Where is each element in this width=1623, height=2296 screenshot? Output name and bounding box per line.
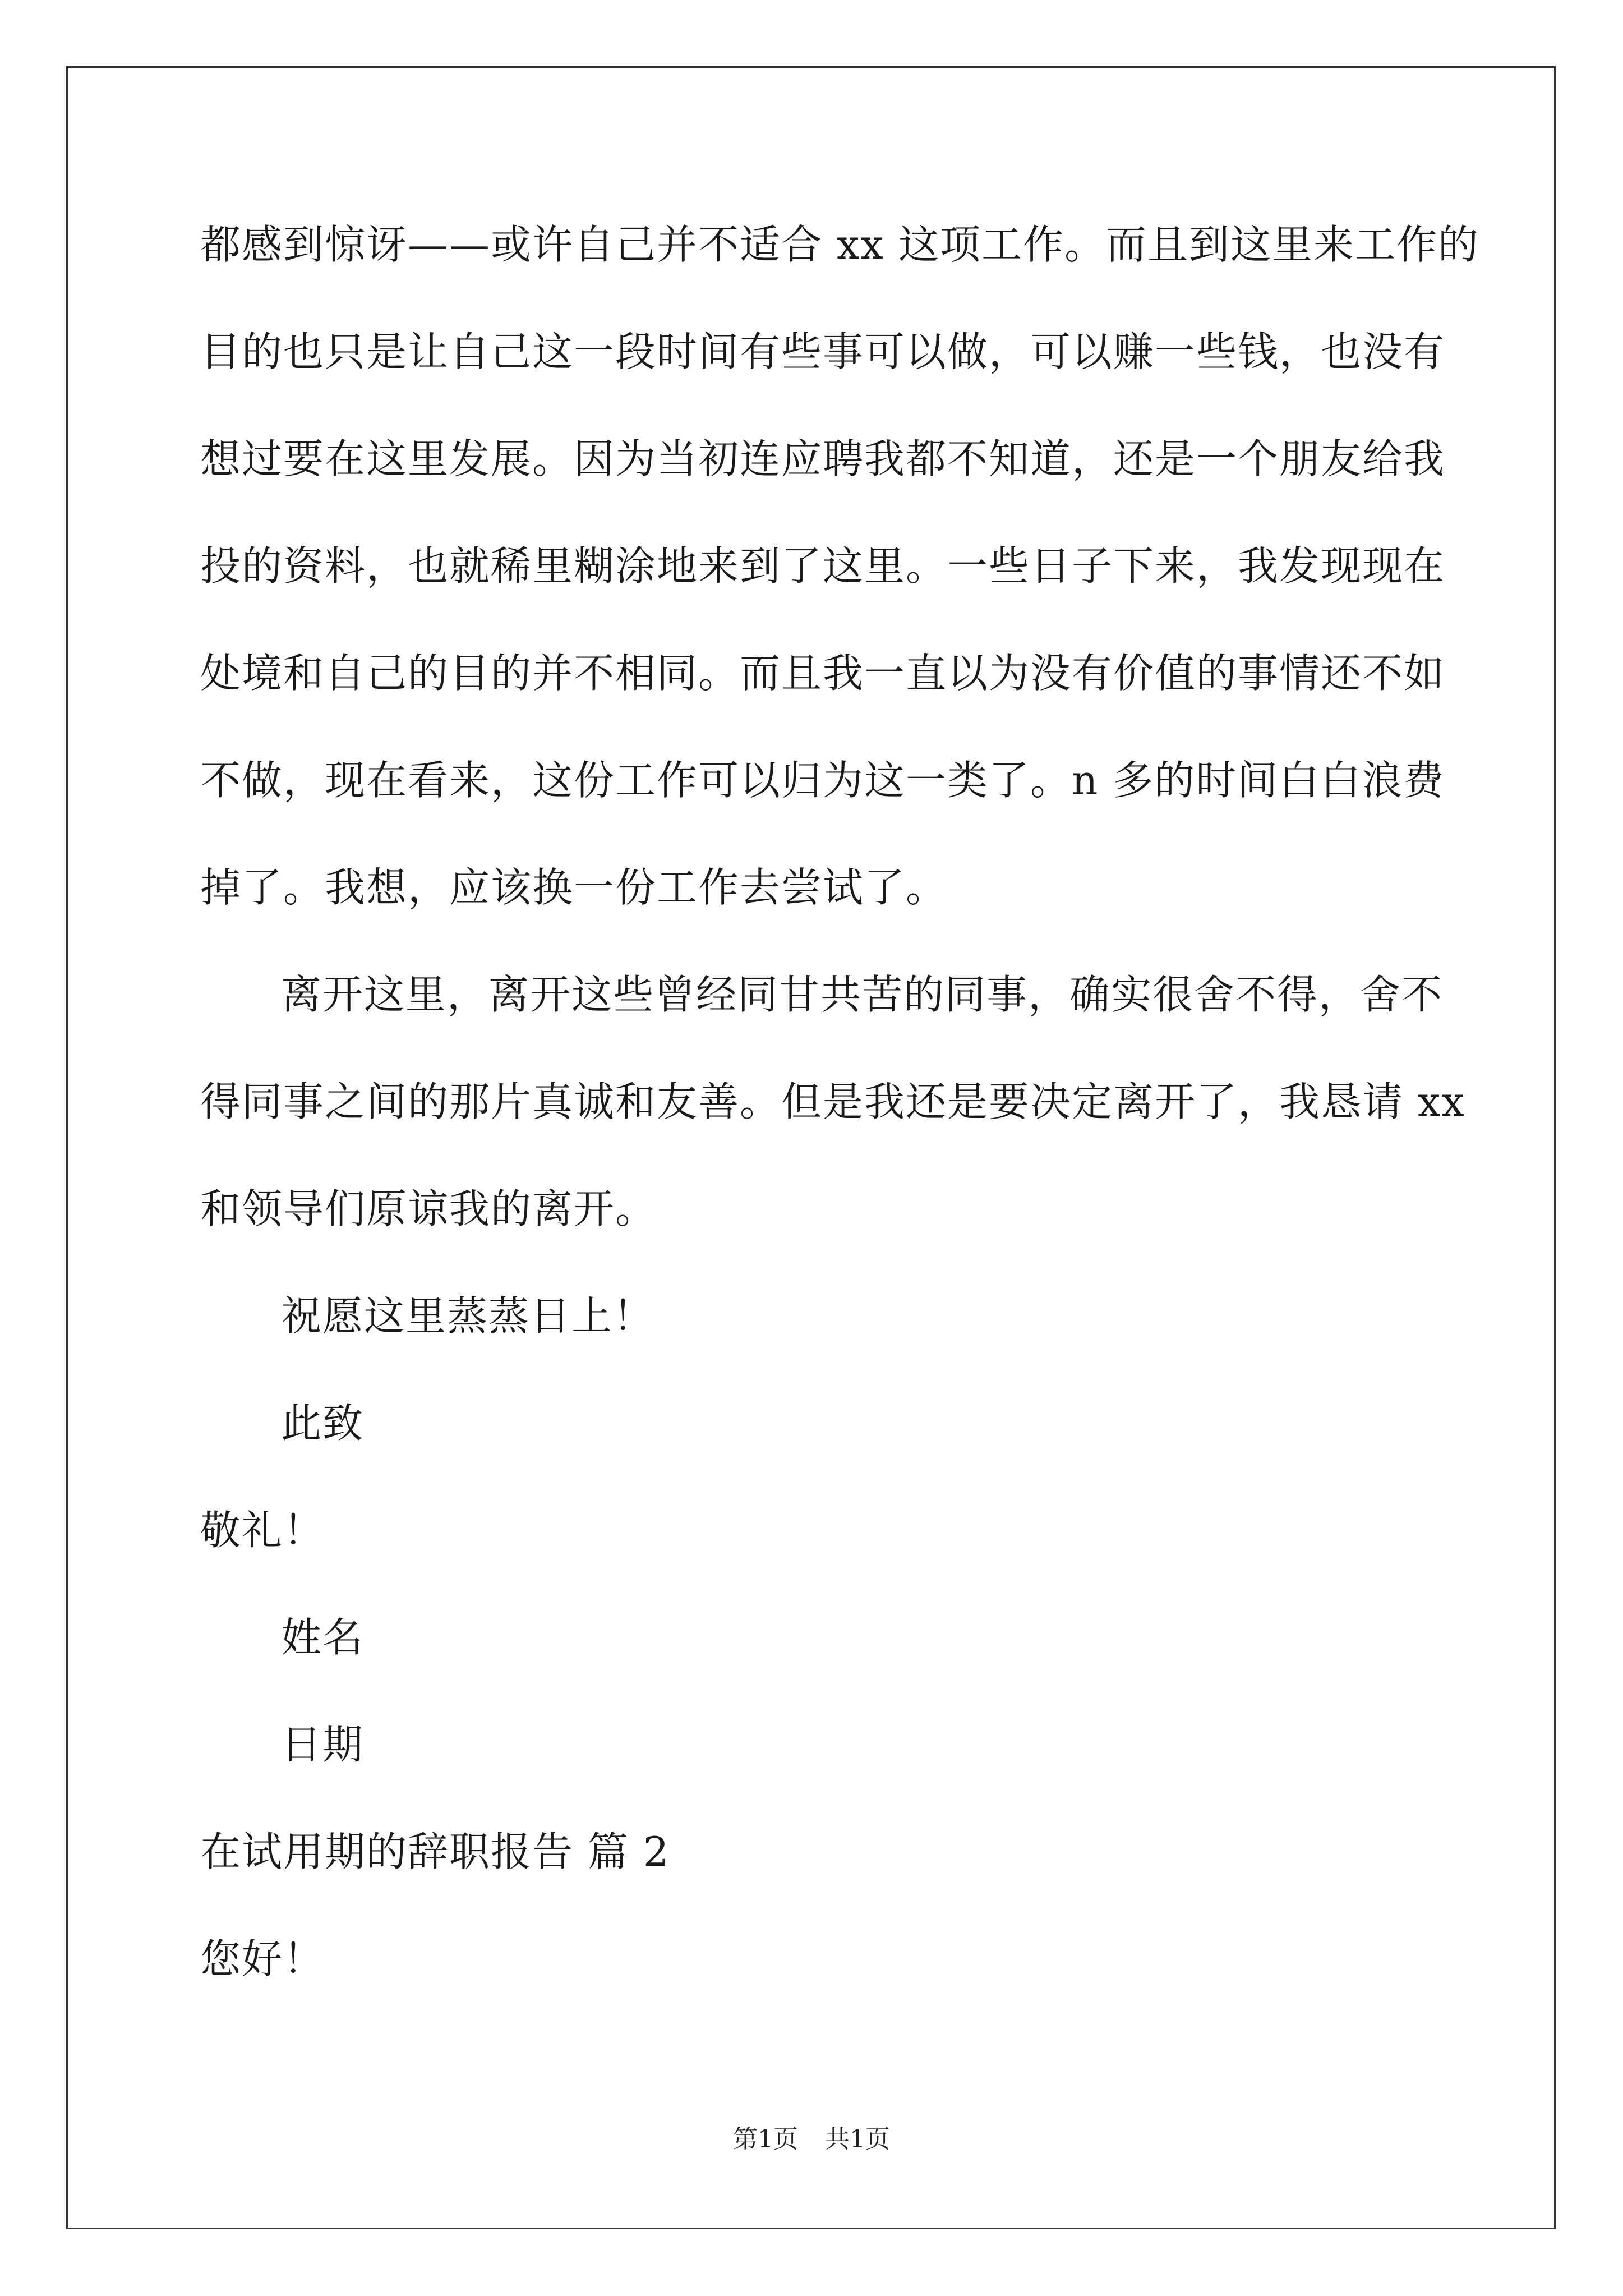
document-body [200,221,1479,2044]
paragraph-line: 想过要在这里发展。因为当初连应聘我都不知道，还是一个朋友给我 [200,435,1446,482]
closing-wish: 祝愿这里蒸蒸日上！ [281,1292,655,1340]
paragraph-line: 处境和自己的目的并不相同。而且我一直以为没有价值的事情还不如 [200,650,1446,697]
salutation-closing: 此致 [281,1400,365,1447]
paragraph-line: 目的也只是让自己这一段时间有些事可以做，可以赚一些钱，也没有 [200,328,1446,375]
paragraph-line: 离开这里，离开这些曾经同甘共苦的同事，确实很舍不得，舍不 [281,971,1444,1018]
greeting: 您好！ [200,1935,325,1982]
signature-date: 日期 [281,1721,365,1768]
paragraph-line: 投的资料，也就稀里糊涂地来到了这里。一些日子下来，我发现现在 [200,542,1446,590]
signature-name: 姓名 [281,1614,365,1661]
current-page-number: 第1页 [733,2125,798,2154]
section-heading: 在试用期的辞职报告 篇 2 [200,1828,670,1875]
total-pages: 共1页 [825,2125,890,2154]
paragraph-line: 得同事之间的那片真诚和友善。但是我还是要决定离开了，我恳请 xx [200,1078,1466,1125]
paragraph-line: 掉了。我想，应该换一份工作去尝试了。 [200,864,948,911]
paragraph-line: 都感到惊讶——或许自己并不适合 xx 这项工作。而且到这里来工作的 [200,221,1479,268]
paragraph-line: 和领导们原谅我的离开。 [200,1185,657,1232]
paragraph-line: 不做，现在看来，这份工作可以归为这一类了。n 多的时间白白浪费 [200,757,1445,804]
salutation-regards: 敬礼！ [200,1507,325,1554]
page-footer [0,2124,1623,2155]
